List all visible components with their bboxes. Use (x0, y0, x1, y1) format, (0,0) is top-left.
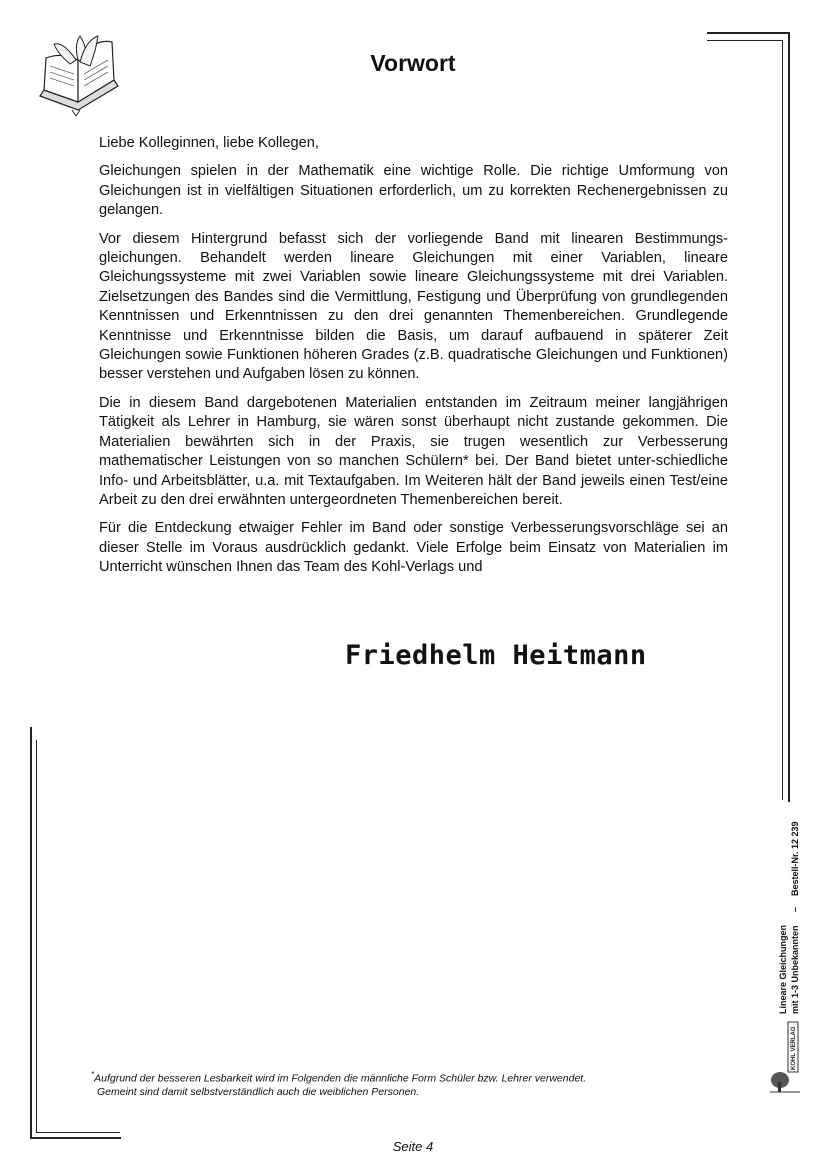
side-order-number: Bestell-Nr. 12 239 (790, 821, 800, 896)
publisher-logo-icon (768, 1020, 802, 1094)
frame-left-vertical-2 (36, 740, 37, 1133)
frame-right-vertical-2 (782, 40, 783, 800)
side-title-line-2: mit 1-3 Unbekannten (790, 925, 800, 1014)
frame-right-vertical (788, 32, 790, 802)
footnote-marker: * (91, 1070, 95, 1079)
footnote-line-1: Aufgrund der besseren Lesbarkeit wird im Folgenden die männliche Form Schüler bzw. Lehrer verwendet. (94, 1072, 587, 1085)
paragraph-2: Vor diesem Hintergrund befasst sich der vorliegende Band mit linearen Bestimmungs-gleichungen. Behandelt werden lineare Gleichungen mit einer Variablen, lineare Gleichungssysteme mit zwei Variablen sowie lineare Gleichungssysteme mit drei Variablen. Zielsetzungen des Bandes sind die Vermittlung, Festigung und Überprüfung von grundlegenden Kenntnissen und Erkenntnissen zu den drei genannten Themenbereichen. Grundlegende Kenntnisse und Erkenntnisse bilden die Basis, um darauf aufbauend in späterer Zeit Gleichungen sowie Funktionen höheren Grades (z.B. quadratische Gleichungen und Funktionen) besser verstehen und Aufgaben lösen zu können. (99, 230, 728, 383)
side-title-line-1: Lineare Gleichungen (778, 924, 788, 1014)
open-book-icon (34, 30, 124, 116)
paragraph-4: Für die Entdeckung etwaiger Fehler im Band oder sonstige Verbesserungsvorschläge sei an dieser Stelle im Voraus ausdrücklich gedankt. Viele Erfolge beim Einsatz von Materialien im Unterricht wünschen Ihnen das Team des Kohl-Verlags und (99, 520, 728, 576)
paragraph-3: Die in diesem Band dargebotenen Materialien entstanden im Zeitraum meiner langjährigen Tätigkeit als Lehrer in Hamburg, sie wären sonst überhaupt nicht zustande gekommen. Die Materialien bewährten sich in der Praxis, sie trugen wesentlich zur Verbesserung mathematischer Leistungen von so manchen Schülern* bei. Der Band bietet unter-schiedliche Info- und Arbeitsblätter, u.a. mit Textaufgaben. Im Weiteren hält der Band jeweils einen Test/eine Arbeit zu den drei erwähnten untergeordneten Themenbereichen bereit. (99, 394, 728, 508)
svg-text:KOHL VERLAG: KOHL VERLAG (791, 1026, 797, 1070)
preface-body (99, 134, 728, 587)
author-signature: Friedhelm Heitmann (345, 640, 647, 671)
greeting: Liebe Kolleginnen, liebe Kollegen, (99, 135, 319, 151)
page-number: Seite 4 (392, 1139, 434, 1154)
page-title: Vorwort (370, 50, 456, 76)
paragraph-1: Gleichungen spielen in der Mathematik eine wichtige Rolle. Die richtige Umformung von Gleichungen ist in vielfältigen Situationen erforderlich, um zu korrekten Rechenergebnissen zu gelangen. (99, 163, 728, 219)
footnote-line-2: Gemeint sind damit selbstverständlich auch die weiblichen Personen. (97, 1086, 420, 1098)
frame-left-vertical (30, 727, 32, 1139)
frame-top-right-horizontal-2 (707, 40, 783, 41)
side-dash: – (790, 906, 800, 912)
footnote (91, 1068, 691, 1100)
frame-bottom-left-horizontal (30, 1137, 121, 1139)
frame-top-right-horizontal (707, 32, 789, 34)
frame-bottom-left-horizontal-2 (36, 1132, 120, 1133)
